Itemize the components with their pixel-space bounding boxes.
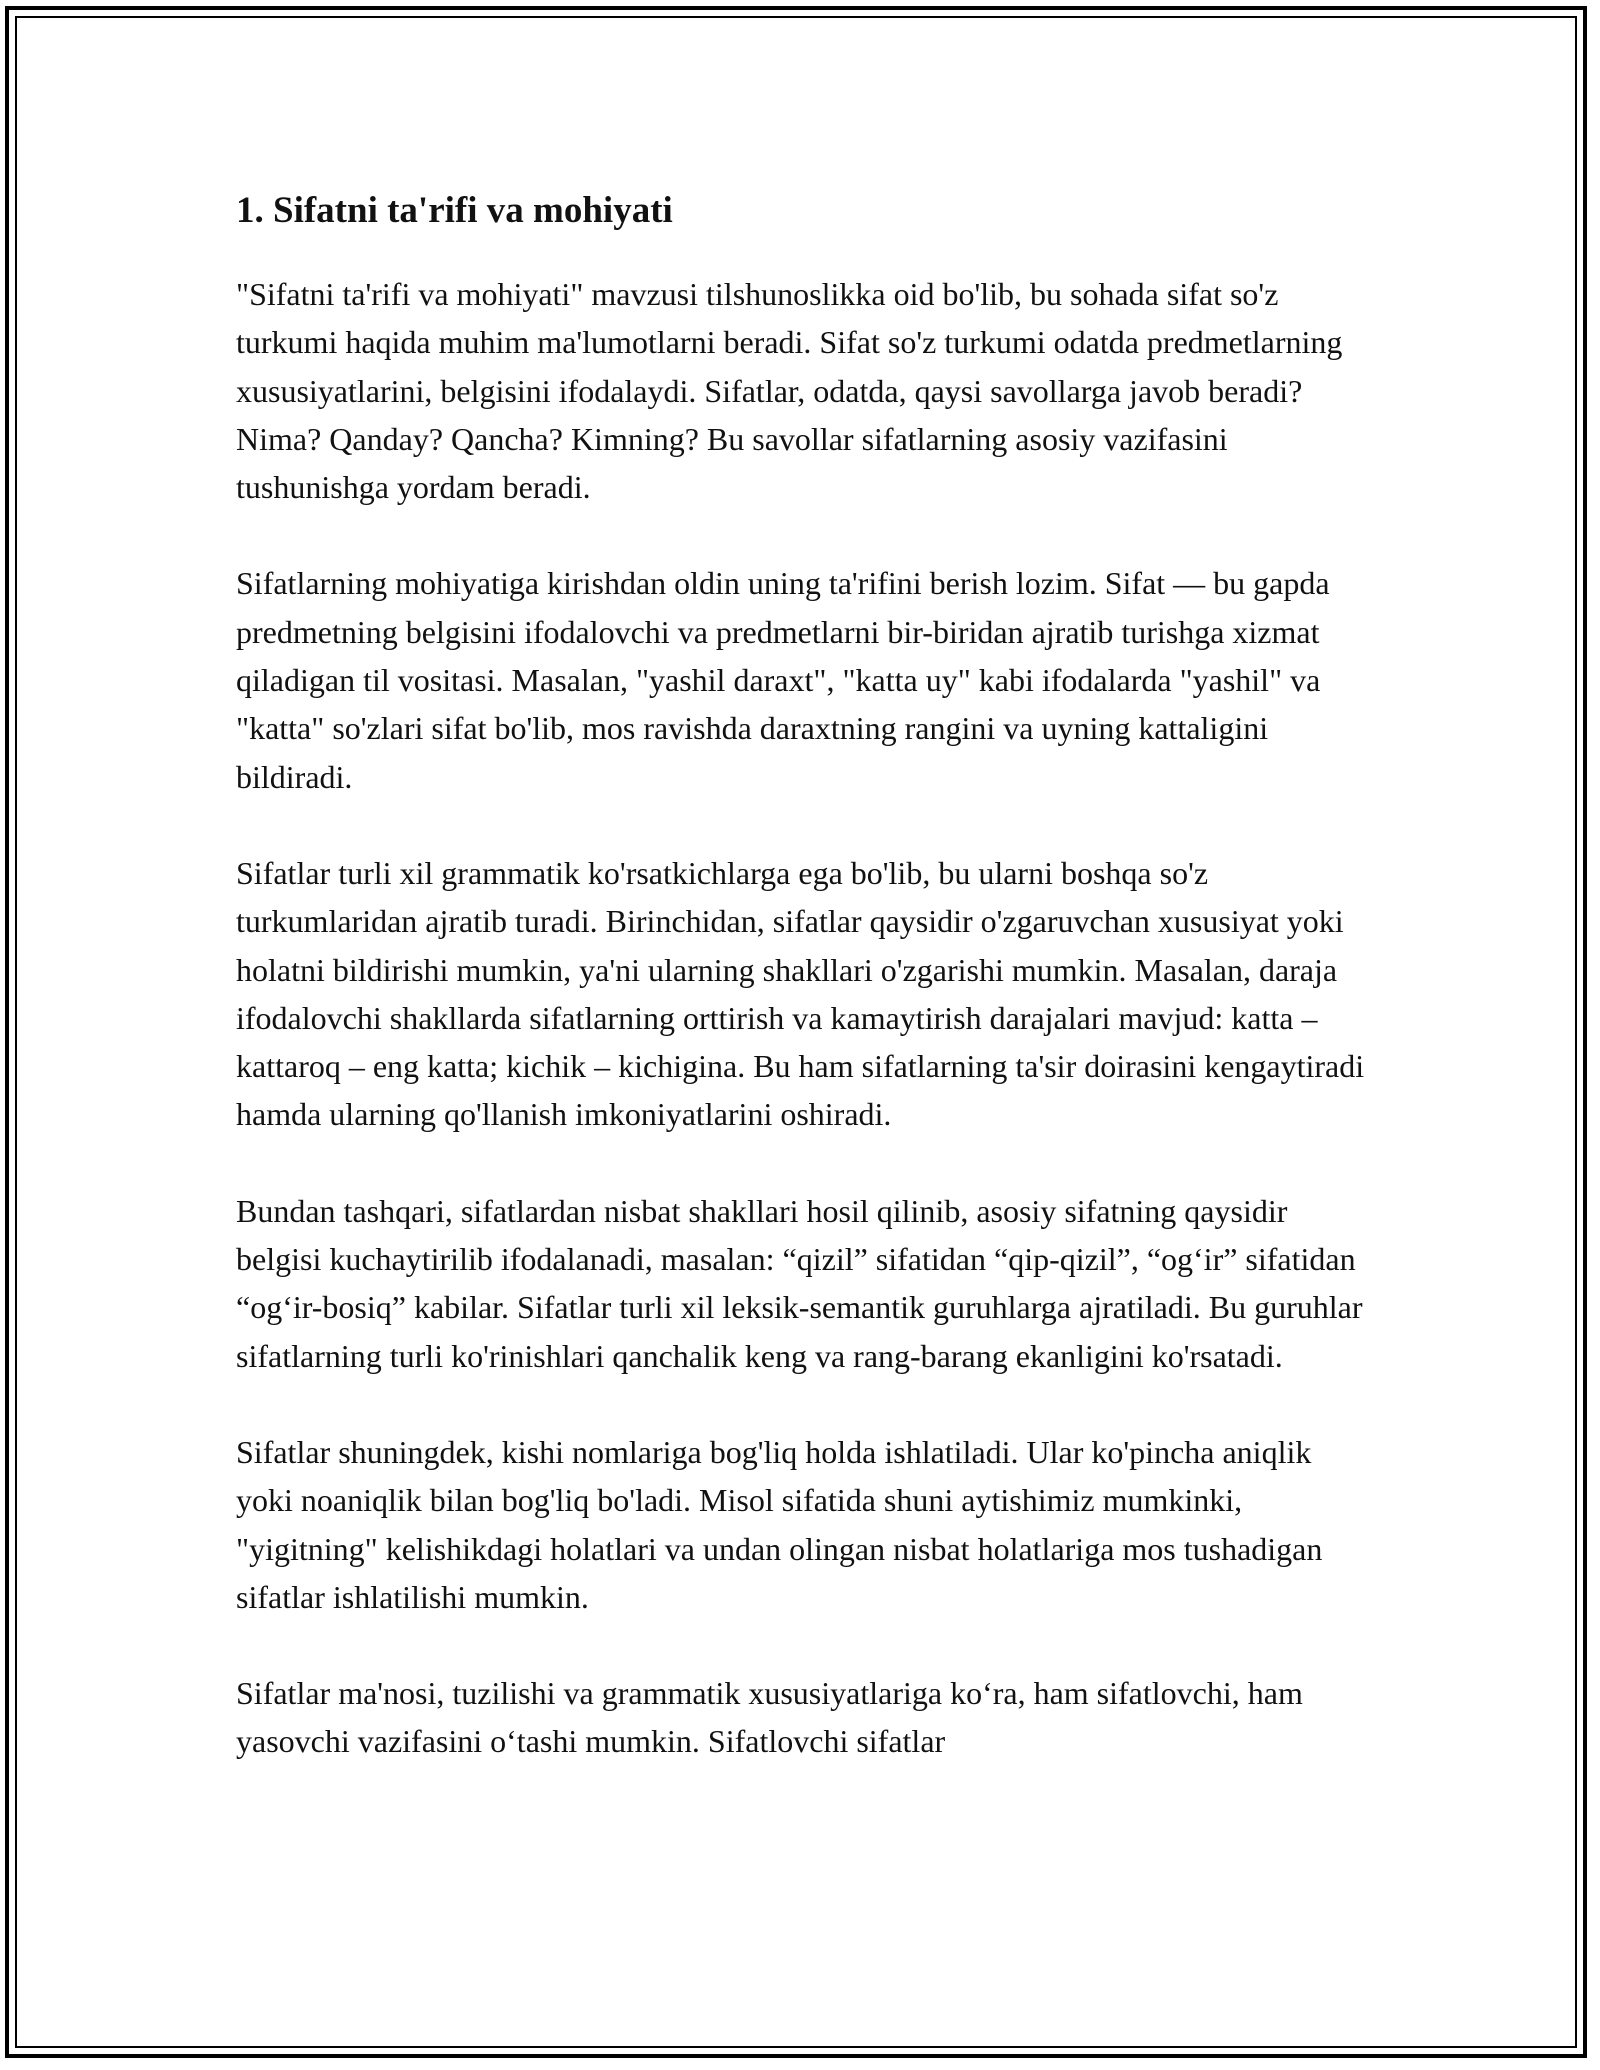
paragraph-2: Sifatlarning mohiyatiga kirishdan oldin uning ta'rifini berish lozim. Sifat — bu gapda predmetning belgisini ifodalovchi va predmetlarni bir-biridan ajratib turishga xizmat qiladigan til vositasi. Masalan, "yashil daraxt", "katta uy" kabi ifodalarda "yashil" va "katta" so'zlari sifat bo'lib, mos ravishda daraxtning rangini va uyning kattaligini bildiradi. — [236, 565, 1330, 795]
paragraph-3: Sifatlar turli xil grammatik ko'rsatkichlarga ega bo'lib, bu ularni boshqa so'z turkumlaridan ajratib turadi. Birinchidan, sifatlar qaysidir o'zgaruvchan xususiyat yoki holatni bildirishi mumkin, ya'ni ularning shakllari o'zgarishi mumkin. Masalan, daraja ifodalovchi shakllarda sifatlarning orttirish va kamaytirish darajalari mavjud: katta – kattaroq – eng katta; kichik – kichigina. Bu ham sifatlarning ta'sir doirasini kengaytiradi hamda ularning qo'llanish imkoniyatlarini oshiradi. — [236, 854, 1365, 1133]
paragraph-6: Sifatlar ma'nosi, tuzilishi va grammatik xususiyatlariga ko‘ra, ham sifatlovchi, ham yasovchi vazifasini o‘tashi mumkin. Sifatlovchi sifatlar — [236, 1675, 1303, 1760]
document-body — [236, 186, 1376, 1814]
paragraph-5: Sifatlar shuningdek, kishi nomlariga bog'liq holda ishlatiladi. Ular ko'pincha aniqlik yoki noaniqlik bilan bog'liq bo'ladi. Misol sifatida shuni aytishimiz mumkinki, "yigitning" kelishikdagi holatlari va undan olingan nisbat holatlariga mos tushadigan sifatlar ishlatilishi mumkin. — [236, 1433, 1323, 1615]
paragraph-1: "Sifatni ta'rifi va mohiyati" mavzusi tilshunoslikka oid bo'lib, bu sohada sifat so'z turkumi haqida muhim ma'lumotlarni beradi. Sifat so'z turkumi odatda predmetlarning xususiyatlarini, belgisini ifodalaydi. Sifatlar, odatda, qaysi savollarga javob beradi? Nima? Qanday? Qancha? Kimning? Bu savollar sifatlarning asosiy vazifasini tushunishga yordam beradi. — [236, 276, 1343, 506]
paragraph-4: Bundan tashqari, sifatlardan nisbat shakllari hosil qilinib, asosiy sifatning qaysidir belgisi kuchaytirilib ifodalanadi, masalan: “qizil” sifatidan “qip-qizil”, “og‘ir” sifatidan “og‘ir-bosiq” kabilar. Sifatlar turli xil leksik-semantik guruhlarga ajratiladi. Bu guruhlar sifatlarning turli ko'rinishlari qanchalik keng va rang-barang ekanligini ko'rsatadi. — [236, 1192, 1363, 1374]
section-heading: 1. Sifatni ta'rifi va mohiyati — [236, 190, 673, 231]
